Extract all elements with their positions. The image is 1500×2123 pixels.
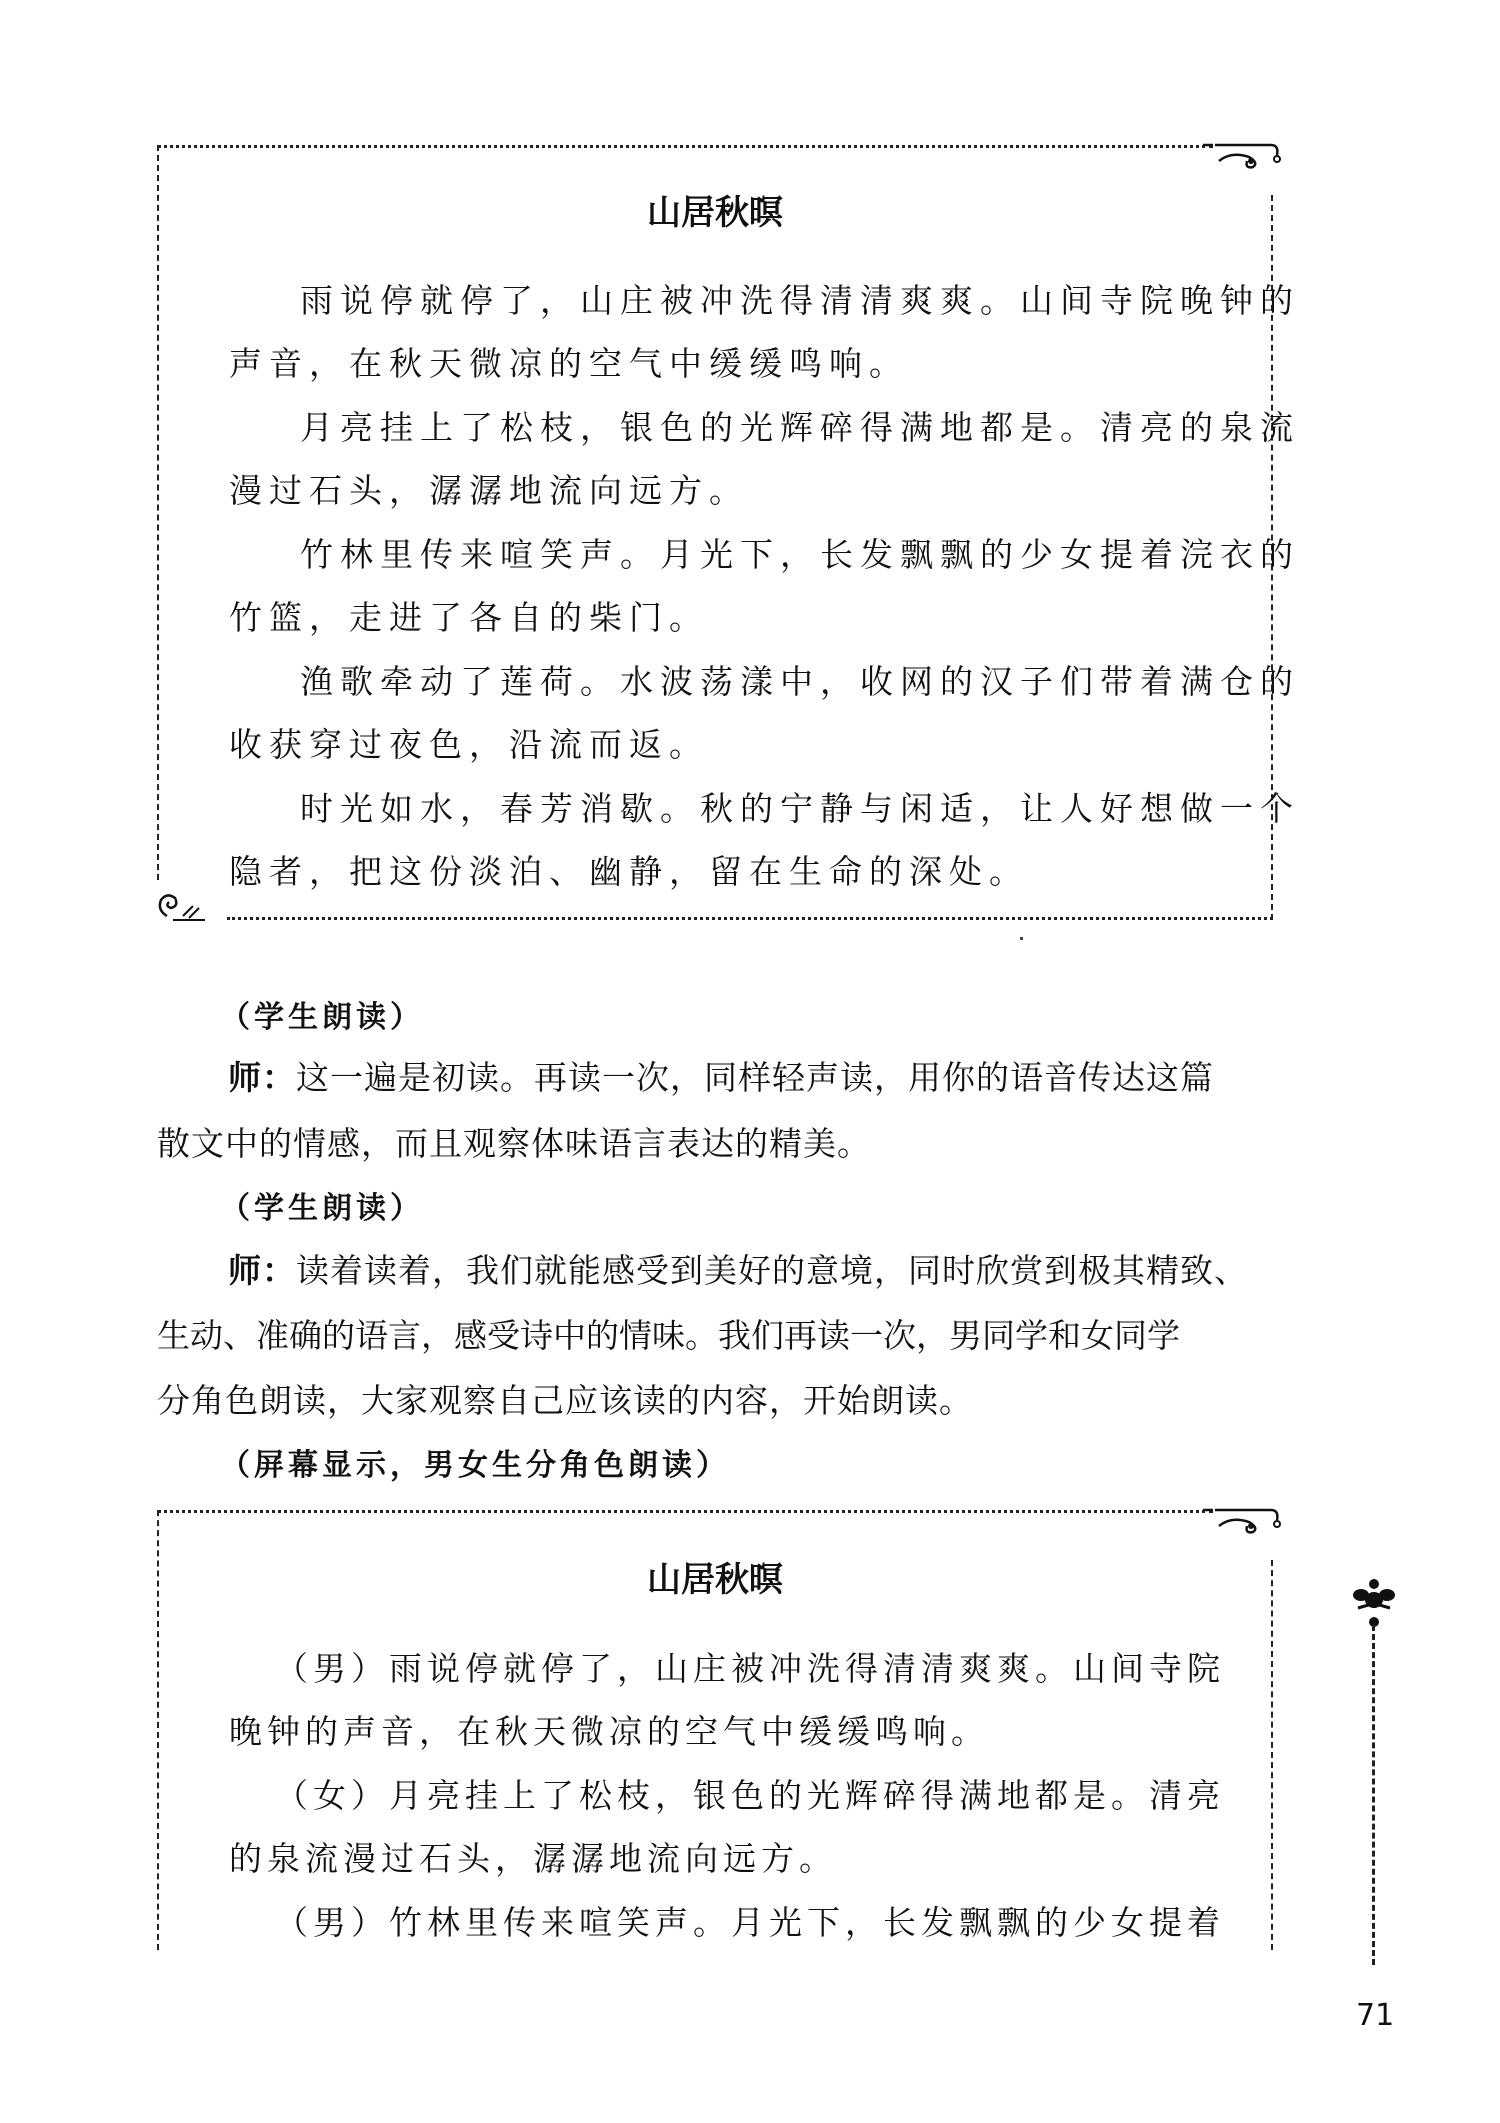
poem-line: 时光如水，春芳消歇。秋的宁静与闲适，让人好想做一个 (300, 789, 1300, 828)
print-speck (1020, 937, 1023, 940)
poem-line: （男）雨说停就停了，山庄被冲洗得清清爽爽。山间寺院 (275, 1649, 1225, 1688)
flower-ornament-icon (1352, 1578, 1396, 1628)
speaker-label: 师： (228, 1251, 296, 1290)
poem-line: 晚钟的声音，在秋天微凉的空气中缓缓鸣响。 (229, 1712, 989, 1751)
poem-line: 的泉流漫过石头，潺潺地流向远方。 (229, 1839, 837, 1878)
stage-direction: （学生朗读） (220, 1191, 424, 1226)
poem-line: 雨说停就停了，山庄被冲洗得清清爽爽。山间寺院晚钟的 (300, 281, 1300, 320)
poem-line: （男）竹林里传来喧笑声。月光下，长发飘飘的少女提着 (275, 1903, 1225, 1942)
poem-line: 声音，在秋天微凉的空气中缓缓鸣响。 (229, 344, 909, 383)
side-dashed-rule (1372, 1625, 1375, 1965)
poem-line: 收获穿过夜色，沿流而返。 (229, 725, 709, 764)
poem-box-2 (157, 1510, 1273, 1950)
teacher-line-cont: 散文中的情感，而且观察体味语言表达的精美。 (157, 1124, 871, 1163)
poem-line: 漫过石头，潺潺地流向远方。 (229, 471, 749, 510)
poem-line: （女）月亮挂上了松枝，银色的光辉碎得满地都是。清亮 (275, 1776, 1225, 1815)
poem-line: 竹林里传来喧笑声。月光下，长发飘飘的少女提着浣衣的 (300, 535, 1300, 574)
box-top-border (157, 1510, 1213, 1513)
speaker-label: 师： (228, 1058, 296, 1097)
scroll-flourish-icon (153, 886, 213, 926)
box-top-border (157, 145, 1213, 148)
poem-line: 隐者，把这份淡泊、幽静，留在生命的深处。 (229, 852, 1029, 891)
dialogue-text: 这一遍是初读。再读一次，同样轻声读，用你的语音传达这篇 (296, 1058, 1214, 1097)
teacher-line-cont: 分角色朗读，大家观察自己应该读的内容，开始朗读。 (157, 1381, 973, 1420)
poem-line: 渔歌牵动了莲荷。水波荡漾中，收网的汉子们带着满仓的 (300, 662, 1300, 701)
scroll-flourish-icon (1201, 133, 1281, 173)
scroll-flourish-icon (1201, 1498, 1281, 1538)
stage-direction: （学生朗读） (220, 1000, 424, 1035)
poem-title: 山居秋暝 (647, 1560, 783, 1600)
poem-line: 月亮挂上了松枝，银色的光辉碎得满地都是。清亮的泉流 (300, 408, 1300, 447)
dialogue-text: 读着读着，我们就能感受到美好的意境，同时欣赏到极其精致、 (296, 1251, 1248, 1290)
stage-direction: （屏幕显示，男女生分角色朗读） (220, 1448, 730, 1483)
box-bottom-border (227, 917, 1273, 920)
box-left-border (157, 145, 159, 880)
poem-box-1 (157, 145, 1300, 920)
page-number: 71 (1356, 1998, 1395, 2033)
poem-title: 山居秋暝 (647, 193, 783, 233)
teacher-line-cont: 生动、准确的语言，感受诗中的情味。我们再读一次，男同学和女同学 (157, 1316, 1180, 1355)
teacher-line (228, 1052, 1214, 1099)
poem-line: 竹篮，走进了各自的柴门。 (229, 598, 709, 637)
box-right-border (1271, 1560, 1273, 1950)
teacher-line (228, 1245, 1248, 1292)
